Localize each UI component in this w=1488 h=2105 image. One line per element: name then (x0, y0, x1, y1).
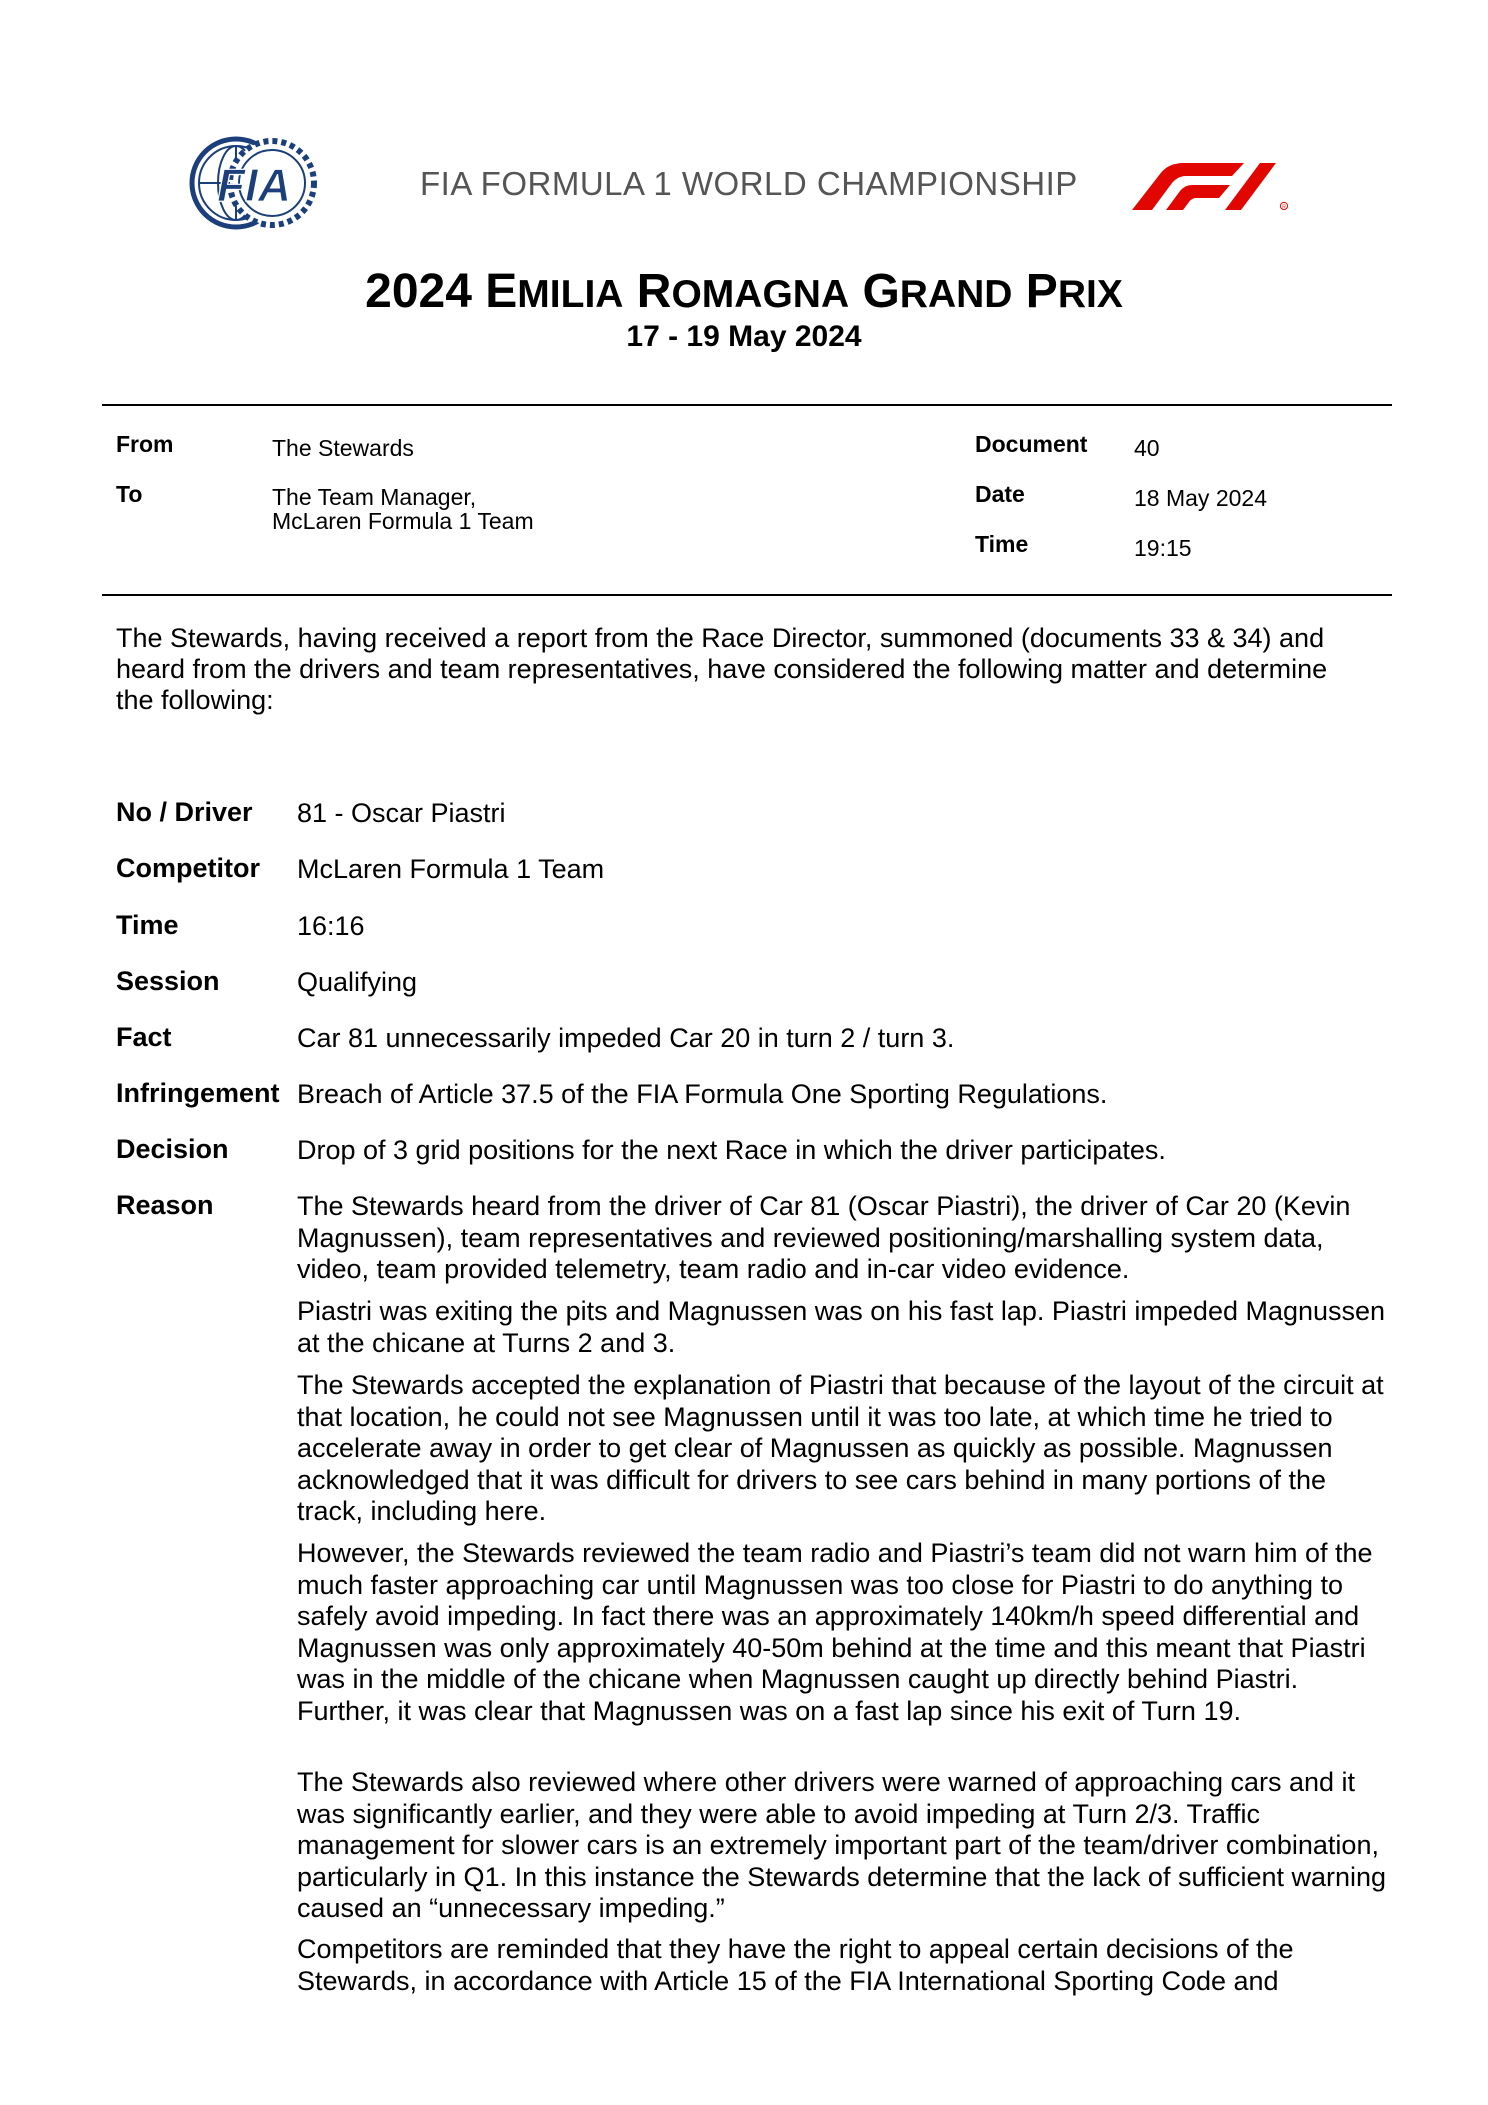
reason-paragraph-2: Piastri was exiting the pits and Magnussen was on his fast lap. Piastri impeded Magnussen at the chicane at Turns 2 and 3. (297, 1296, 1386, 1358)
to-label: To (116, 481, 143, 507)
fia-logo-text: FIA (216, 159, 292, 211)
competitor-label: Competitor (116, 853, 260, 883)
championship-title: FIA FORMULA 1 WORLD CHAMPIONSHIP (420, 165, 1078, 202)
decision-value: Drop of 3 grid positions for the next Race in which the driver participates. (297, 1135, 1166, 1165)
fact-value: Car 81 unnecessarily impeded Car 20 in turn 2 / turn 3. (297, 1023, 955, 1053)
header-bottom-rule (102, 594, 1392, 596)
date-value: 18 May 2024 (1134, 485, 1267, 511)
driver-value: 81 - Oscar Piastri (297, 798, 506, 828)
infringement-label: Infringement (116, 1078, 280, 1108)
document-label: Document (975, 431, 1088, 457)
session-label: Session (116, 966, 220, 996)
incident-time-value: 16:16 (297, 911, 365, 941)
to-value-line-1: The Team Manager, (272, 484, 477, 510)
date-label: Date (975, 481, 1025, 507)
time-value: 19:15 (1134, 535, 1192, 561)
infringement-value: Breach of Article 37.5 of the FIA Formula One Sporting Regulations. (297, 1079, 1108, 1109)
to-value-line-2: McLaren Formula 1 Team (272, 508, 534, 534)
from-value: The Stewards (272, 435, 414, 461)
reason-label: Reason (116, 1190, 214, 1220)
session-value: Qualifying (297, 967, 418, 997)
to-value (272, 485, 534, 533)
fia-logo (188, 135, 318, 231)
event-title: 2024 EMILIA ROMAGNA GRAND PRIX (365, 265, 1123, 318)
from-label: From (116, 431, 174, 457)
document-value: 40 (1134, 435, 1160, 461)
fact-label: Fact (116, 1022, 172, 1052)
reason-paragraph-1: The Stewards heard from the driver of Car 81 (Oscar Piastri), the driver of Car 20 (Kevin Magnussen), team representatives and reviewed positioning/marshalling system data, video, team provided telemetry, team radio and in-car video evidence. (297, 1191, 1351, 1284)
reason-paragraph-6: Competitors are reminded that they have the right to appeal certain decisions of the Stewards, in accordance with Article 15 of the FIA International Sporting Code and (297, 1934, 1294, 1996)
f1-logo (1122, 160, 1302, 212)
reason-paragraph-4: However, the Stewards reviewed the team radio and Piastri’s team did not warn him of the much faster approaching car until Magnussen was too close for Piastri to do anything to safely avoid impeding. In fact there was an approximately 140km/h speed differential and Magnussen was only approximately 40-50m behind at the time and this meant that Piastri was in the middle of the chicane when Magnussen caught up directly behind Piastri. Further, it was clear that Magnussen was on a fast lap since his exit of Turn 19. (297, 1538, 1373, 1726)
reason-paragraph-5: The Stewards also reviewed where other drivers were warned of approaching cars and it was significantly earlier, and they were able to avoid impeding at Turn 2/3. Traffic management for slower cars is an extremely important part of the team/driver combination, particularly in Q1. In this instance the Stewards determine that the lack of sufficient warning caused an “unnecessary impeding.” (297, 1767, 1387, 1923)
event-dates: 17 - 19 May 2024 (626, 320, 862, 353)
time-label: Time (975, 531, 1029, 557)
svg-text:R: R (1282, 204, 1286, 211)
intro-paragraph: The Stewards, having received a report from the Race Director, summoned (documents 33 & 34) and heard from the drivers and team representatives, have considered the following matter and determine the following: (116, 623, 1328, 715)
driver-label: No / Driver (116, 797, 253, 827)
reason-paragraph-3: The Stewards accepted the explanation of Piastri that because of the layout of the circuit at that location, he could not see Magnussen until it was too late, at which time he tried to accelerate away in order to get clear of Magnussen as quickly as possible. Magnussen acknowledged that it was difficult for drivers to see cars behind in many portions of the track, including here. (297, 1370, 1384, 1526)
header-top-rule (102, 404, 1392, 406)
competitor-value: McLaren Formula 1 Team (297, 854, 605, 884)
decision-label: Decision (116, 1134, 229, 1164)
incident-time-label: Time (116, 910, 179, 940)
